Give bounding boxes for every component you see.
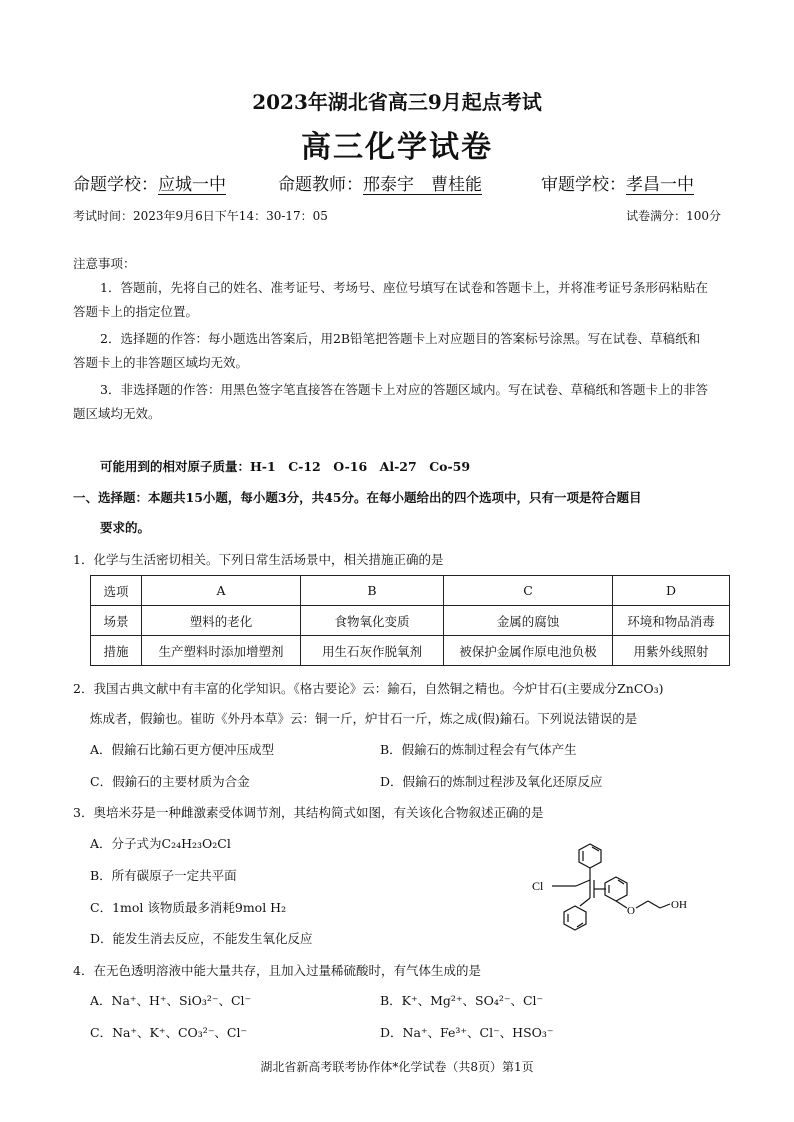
school-value: 应城一中	[158, 175, 226, 195]
table-cell: 措施	[91, 636, 142, 666]
question-4-stem: 4．在无色透明溶液中能大量共存，且加入过量稀硫酸时，有气体生成的是	[73, 963, 481, 978]
atomic-mass-line: 可能用到的相对原子质量：H-1 C-12 O-16 Al-27 Co-59	[100, 459, 471, 474]
question-4-option-c: C．Na⁺、K⁺、CO₃²⁻、Cl⁻	[90, 1025, 248, 1040]
question-3-option-d: D．能发生消去反应，不能发生氧化反应	[90, 931, 313, 946]
exam-title: 2023年湖北省高三9月起点考试	[252, 90, 542, 114]
table-cell: 食物氧化变质	[301, 606, 444, 636]
table-cell: 生产塑料时添加增塑剂	[142, 636, 301, 666]
question-2-option-b: B．假鍮石的炼制过程会有气体产生	[380, 742, 577, 757]
question-4-option-b: B．K⁺、Mg²⁺、SO₄²⁻、Cl⁻	[380, 993, 544, 1008]
reviewer-value: 孝昌一中	[626, 175, 694, 195]
hydroxyl-label: OH	[671, 899, 687, 911]
table-cell: 被保护金属作原电池负极	[444, 636, 613, 666]
question-2-stem: 2．我国古典文献中有丰富的化学知识。《格古要论》云：鍮石，自然铜之精也。今炉甘石(主要成分ZnCO₃)	[73, 681, 664, 696]
page-footer: 湖北省新高考联考协作体*化学试卷（共8页）第1页	[260, 1060, 534, 1074]
table-cell: 选项	[91, 576, 142, 606]
note-line: 题区域均无效。	[73, 406, 161, 421]
table-row	[91, 636, 730, 666]
benzene-ring-right	[605, 877, 627, 901]
question-1-stem: 1．化学与生活密切相关。下列日常生活场景中，相关措施正确的是	[73, 552, 444, 567]
question-3-option-b: B．所有碳原子一定共平面	[90, 868, 237, 883]
note-line: 答题卡上的指定位置。	[73, 304, 199, 319]
chlorine-label: Cl	[532, 879, 544, 893]
note-line: 2．选择题的作答：每小题选出答案后，用2B铅笔把答题卡上对应题目的答案标号涂黑。写在试卷、草稿纸和	[100, 331, 701, 346]
table-cell: D	[613, 576, 730, 606]
school-label: 命题学校：	[73, 175, 158, 195]
table-row	[91, 606, 730, 636]
teacher-label: 命题教师：	[278, 175, 363, 195]
exam-time: 考试时间：2023年9月6日下午14：30-17：05	[73, 209, 328, 223]
section-heading: 一、选择题：本题共15小题，每小题3分，共45分。在每小题给出的四个选项中，只有一项是符合题目	[73, 490, 642, 505]
ospemifene-structure-diagram	[530, 836, 710, 946]
reviewer-label: 审题学校：	[541, 175, 626, 195]
question-2-option-a: A．假鍮石比鍮石更方便冲压成型	[90, 742, 275, 757]
question-1-table	[90, 575, 730, 666]
reviewer-line	[541, 170, 694, 195]
note-line: 3．非选择题的作答：用黑色签字笔直接答在答题卡上对应的答题区域内。写在试卷、草稿纸和答题卡上的非答	[100, 382, 708, 397]
notes-heading: 注意事项：	[73, 256, 136, 271]
table-row	[91, 576, 730, 606]
table-cell: 金属的腐蚀	[444, 606, 613, 636]
note-line: 答题卡上的非答题区域均无效。	[73, 355, 249, 370]
question-3-option-c: C．1mol 该物质最多消耗9mol H₂	[90, 900, 287, 915]
table-cell: 塑料的老化	[142, 606, 301, 636]
question-4-option-d: D．Na⁺、Fe³⁺、Cl⁻、HSO₃⁻	[380, 1025, 554, 1040]
oxygen-label: O	[627, 905, 635, 917]
question-4-option-a: A．Na⁺、H⁺、SiO₃²⁻、Cl⁻	[90, 993, 252, 1008]
table-cell: 用紫外线照射	[613, 636, 730, 666]
question-3-option-a: A．分子式为C₂₄H₂₃O₂Cl	[90, 836, 231, 851]
table-cell: 场景	[91, 606, 142, 636]
school-line	[73, 170, 226, 195]
table-cell: 用生石灰作脱氧剂	[301, 636, 444, 666]
benzene-ring-top	[579, 844, 601, 868]
section-heading-cont: 要求的。	[100, 520, 151, 535]
full-score: 试卷满分：100分	[626, 209, 721, 223]
question-2-option-d: D．假鍮石的炼制过程涉及氧化还原反应	[380, 774, 603, 789]
table-cell: A	[142, 576, 301, 606]
question-2-option-c: C．假鍮石的主要材质为合金	[90, 774, 250, 789]
question-2-stem-cont: 炼成者，假鍮也。崔昉《外丹本草》云：铜一斤，炉甘石一斤，炼之成(假)鍮石。下列说法错误的是	[90, 711, 638, 726]
benzene-ring-bottom	[564, 906, 586, 930]
table-cell: 环境和物品消毒	[613, 606, 730, 636]
teacher-line	[278, 170, 482, 195]
note-line: 1．答题前，先将自己的姓名、准考证号、考场号、座位号填写在试卷和答题卡上，并将准考证号条形码粘贴在	[100, 280, 708, 295]
teacher-value: 邢泰宇 曹桂能	[363, 175, 482, 195]
question-3-stem: 3．奥培米芬是一种雌激素受体调节剂，其结构简式如图，有关该化合物叙述正确的是	[73, 805, 544, 820]
table-cell: B	[301, 576, 444, 606]
table-cell: C	[444, 576, 613, 606]
paper-title: 高三化学试卷	[301, 130, 493, 165]
